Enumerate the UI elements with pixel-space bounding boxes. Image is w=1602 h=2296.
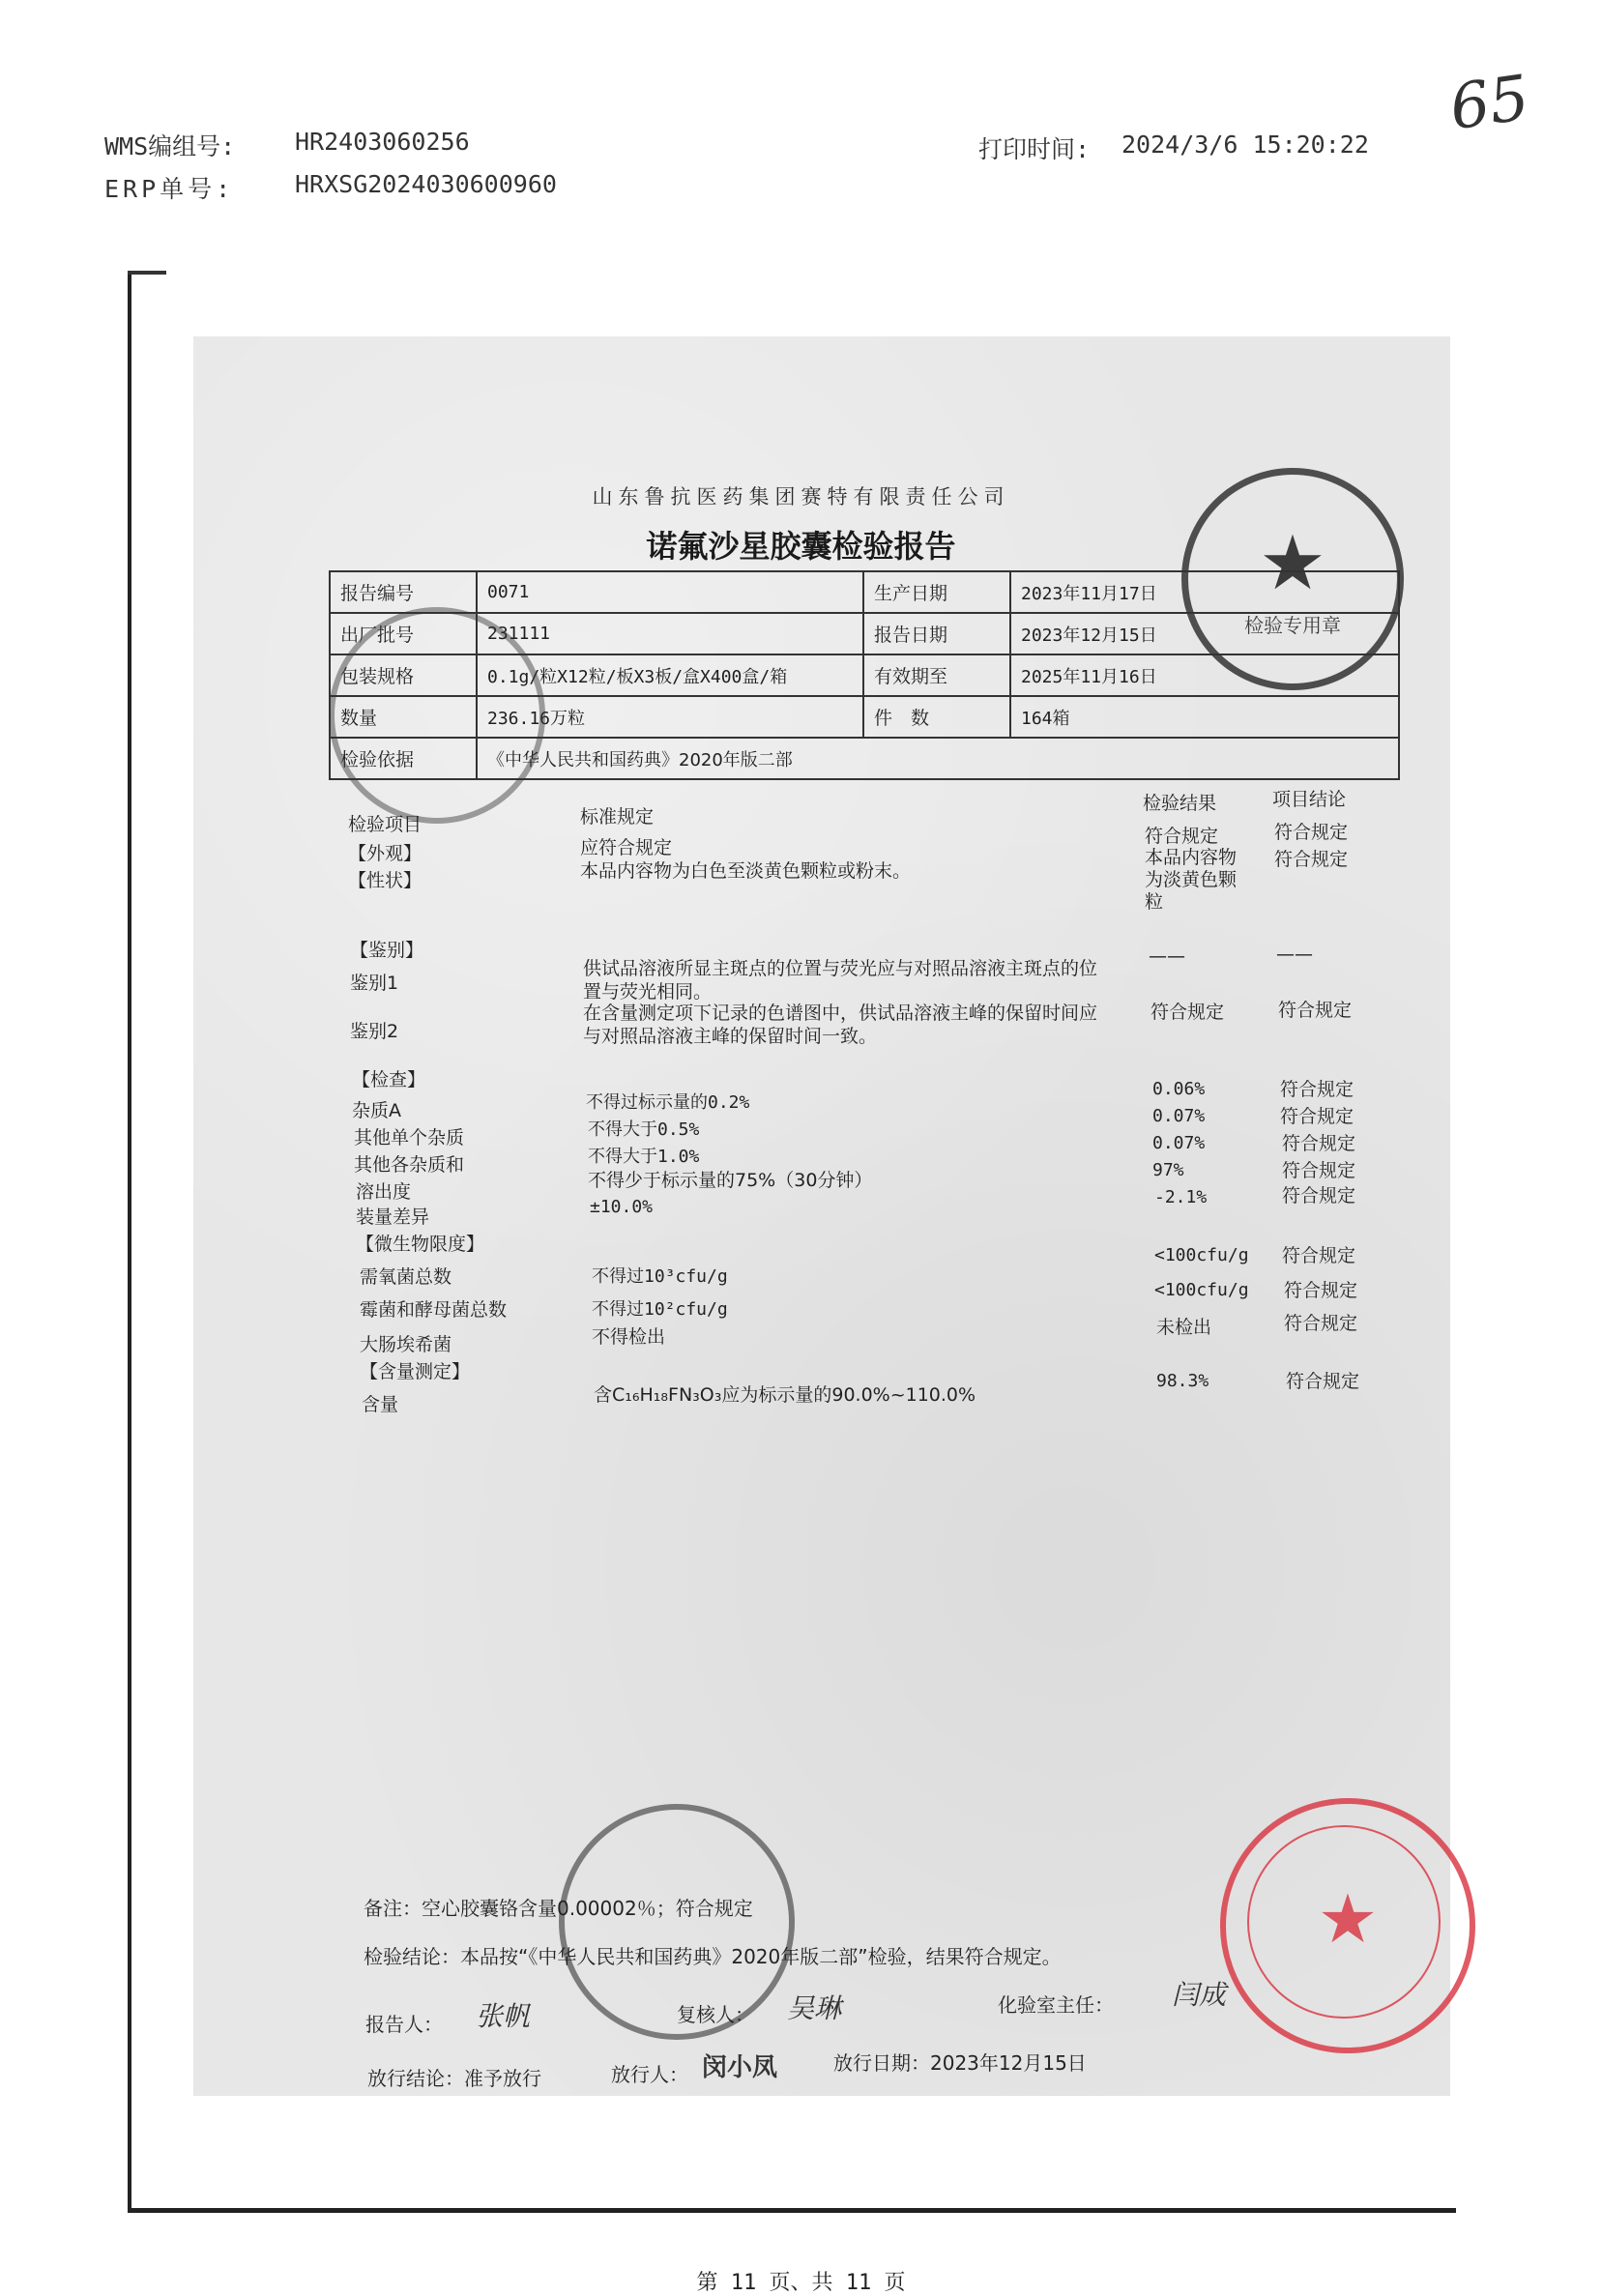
inspection-conclusion: 检验结论：本品按“《中华人民共和国药典》2020年版二部”检验，结果符合规定。: [364, 1945, 1062, 1968]
remark: 备注：空心胶囊铬含量0.00002％；符合规定: [364, 1897, 753, 1920]
expiry-value: 2025年11月16日: [1010, 654, 1399, 696]
impurity-a-standard: 不得过标示量的0.2%: [586, 1092, 750, 1113]
section-identification: 【鉴别】: [350, 940, 424, 961]
col-result-header: 检验结果: [1143, 793, 1217, 814]
mold-result: <100cfu/g: [1154, 1280, 1249, 1300]
other-total-standard: 不得大于1.0%: [588, 1147, 700, 1167]
batch-label: 出厂批号: [330, 613, 477, 654]
basis-value: 《中华人民共和国药典》2020年版二部: [477, 738, 1399, 779]
ecoli-conclusion: 符合规定: [1284, 1313, 1358, 1334]
assay-item: 含量: [362, 1394, 399, 1415]
mfg-date-value: 2023年11月17日: [1010, 571, 1399, 613]
section-microbial: 【微生物限度】: [356, 1234, 485, 1255]
erp-value: HRXSG2024030600960: [295, 170, 557, 198]
dissolution-conclusion: 符合规定: [1282, 1160, 1356, 1181]
fill-variation-item: 装量差异: [356, 1206, 430, 1228]
section-appearance: 【外观】: [348, 843, 422, 864]
col-standard-header: 标准规定: [580, 806, 655, 828]
reporter-label: 报告人：: [365, 2013, 443, 2036]
pieces-label: 件 数: [863, 696, 1010, 738]
print-time-value: 2024/3/6 15:20:22: [1121, 131, 1369, 159]
expiry-label: 有效期至: [863, 654, 1010, 696]
star-icon: ★: [1259, 520, 1326, 607]
red-release-stamp: [1220, 1798, 1475, 2053]
ident2-standard: 在含量测定项下记录的色谱图中，供试品溶液主峰的保留时间应与对照品溶液主峰的保留时间一致。: [583, 1003, 1098, 1047]
mfg-date-label: 生产日期: [863, 571, 1010, 613]
impurity-a-conclusion: 符合规定: [1280, 1079, 1354, 1100]
qty-value: 236.16万粒: [477, 696, 863, 738]
other-single-item: 其他单个杂质: [354, 1127, 465, 1148]
aerobic-conclusion: 符合规定: [1282, 1245, 1356, 1266]
page-number: 第 11 页、共 11 页: [696, 2271, 906, 2295]
other-total-result: 0.07%: [1152, 1133, 1206, 1153]
ident2-result: 符合规定: [1151, 1002, 1225, 1023]
company-seal-overlay: [329, 607, 545, 824]
ident1-result: ——: [1149, 945, 1185, 967]
wms-value: HR2403060256: [295, 128, 470, 156]
other-single-result: 0.07%: [1152, 1106, 1206, 1126]
ecoli-standard: 不得检出: [592, 1326, 666, 1348]
assay-standard: 含C₁₆H₁₈FN₃O₃应为标示量的90.0%~110.0%: [594, 1384, 976, 1406]
aerobic-result: <100cfu/g: [1154, 1245, 1249, 1265]
releaser-label: 放行人：: [611, 2063, 688, 2086]
company-name: 山东鲁抗医药集团赛特有限责任公司: [592, 485, 1010, 509]
reporter-signature: 张帆: [476, 2000, 531, 2032]
ident1-standard: 供试品溶液所显主斑点的位置与荧光应与对照品溶液主斑点的位置与荧光相同。: [583, 958, 1098, 1003]
character-result: 本品内容物为淡黄色颗粒: [1145, 847, 1238, 913]
ecoli-result: 未检出: [1156, 1317, 1212, 1338]
stamp-label: 检验专用章: [1244, 614, 1341, 637]
basis-label: 检验依据: [330, 738, 477, 779]
fill-variation-standard: ±10.0%: [590, 1197, 654, 1217]
ident2-item: 鉴别2: [350, 1021, 399, 1042]
lab-head-label: 化验室主任：: [998, 1993, 1114, 2017]
section-inspection: 【检查】: [352, 1069, 426, 1090]
spec-label: 包装规格: [330, 654, 477, 696]
dissolution-standard: 不得少于标示量的75%（30分钟）: [588, 1170, 873, 1191]
ident1-item: 鉴别1: [350, 973, 399, 994]
print-time-label: 打印时间:: [978, 135, 1091, 163]
batch-value: 231111: [477, 613, 863, 654]
spec-value: 0.1g/粒X12粒/板X3板/盒X400盒/箱: [477, 654, 863, 696]
aerobic-item: 需氧菌总数: [360, 1266, 452, 1288]
section-character: 【性状】: [348, 870, 422, 891]
dissolution-result: 97%: [1152, 1160, 1184, 1180]
erp-label: ERP单号:: [104, 175, 235, 203]
lab-head-signature: 闫成: [1172, 1979, 1227, 2011]
report-title: 诺氟沙星胶囊检验报告: [646, 528, 956, 565]
qty-label: 数量: [330, 696, 477, 738]
pieces-value: 164箱: [1010, 696, 1399, 738]
fill-variation-conclusion: 符合规定: [1282, 1185, 1356, 1206]
appearance-conclusion: 符合规定: [1274, 822, 1349, 843]
col-item-header: 检验项目: [348, 814, 422, 835]
ecoli-item: 大肠埃希菌: [360, 1334, 452, 1355]
impurity-a-item: 杂质A: [352, 1100, 401, 1121]
report-no-value: 0071: [477, 571, 863, 613]
reviewer-signature: 吴琳: [787, 1992, 842, 2024]
mold-item: 霉菌和酵母菌总数: [360, 1299, 508, 1321]
wms-label: WMS编组号:: [104, 132, 236, 160]
ident1-conclusion: ——: [1276, 944, 1313, 965]
report-date-label: 报告日期: [863, 613, 1010, 654]
mold-conclusion: 符合规定: [1284, 1280, 1358, 1301]
appearance-result: 符合规定: [1145, 826, 1219, 847]
assay-result: 98.3%: [1156, 1371, 1209, 1391]
report-date-value: 2023年12月15日: [1010, 613, 1399, 654]
other-single-conclusion: 符合规定: [1280, 1106, 1354, 1127]
ident2-conclusion: 符合规定: [1278, 1000, 1353, 1021]
aerobic-standard: 不得过10³cfu/g: [592, 1266, 728, 1287]
character-standard: 本品内容物为白色至淡黄色颗粒或粉末。: [580, 860, 912, 882]
character-conclusion: 符合规定: [1274, 849, 1349, 870]
other-total-item: 其他各杂质和: [354, 1154, 465, 1176]
appearance-standard: 应符合规定: [580, 837, 673, 858]
release-conclusion: 放行结论：准予放行: [367, 2067, 541, 2090]
release-date: 放行日期：2023年12月15日: [833, 2051, 1087, 2075]
assay-conclusion: 符合规定: [1286, 1371, 1360, 1392]
report-no-label: 报告编号: [330, 571, 477, 613]
table-row: [330, 571, 1399, 613]
col-conclusion-header: 项目结论: [1272, 789, 1347, 810]
star-icon: ★: [1317, 1879, 1379, 1959]
releaser-signature: 闵小凤: [702, 2053, 778, 2082]
mold-standard: 不得过10²cfu/g: [592, 1299, 728, 1320]
dissolution-item: 溶出度: [356, 1181, 412, 1203]
reviewer-label: 复核人：: [677, 2003, 754, 2026]
handwritten-page-number: 65: [1445, 62, 1534, 145]
other-single-standard: 不得大于0.5%: [588, 1119, 700, 1140]
section-assay: 【含量测定】: [360, 1361, 471, 1382]
other-total-conclusion: 符合规定: [1282, 1133, 1356, 1154]
impurity-a-result: 0.06%: [1152, 1079, 1206, 1099]
fill-variation-result: -2.1%: [1154, 1187, 1208, 1207]
